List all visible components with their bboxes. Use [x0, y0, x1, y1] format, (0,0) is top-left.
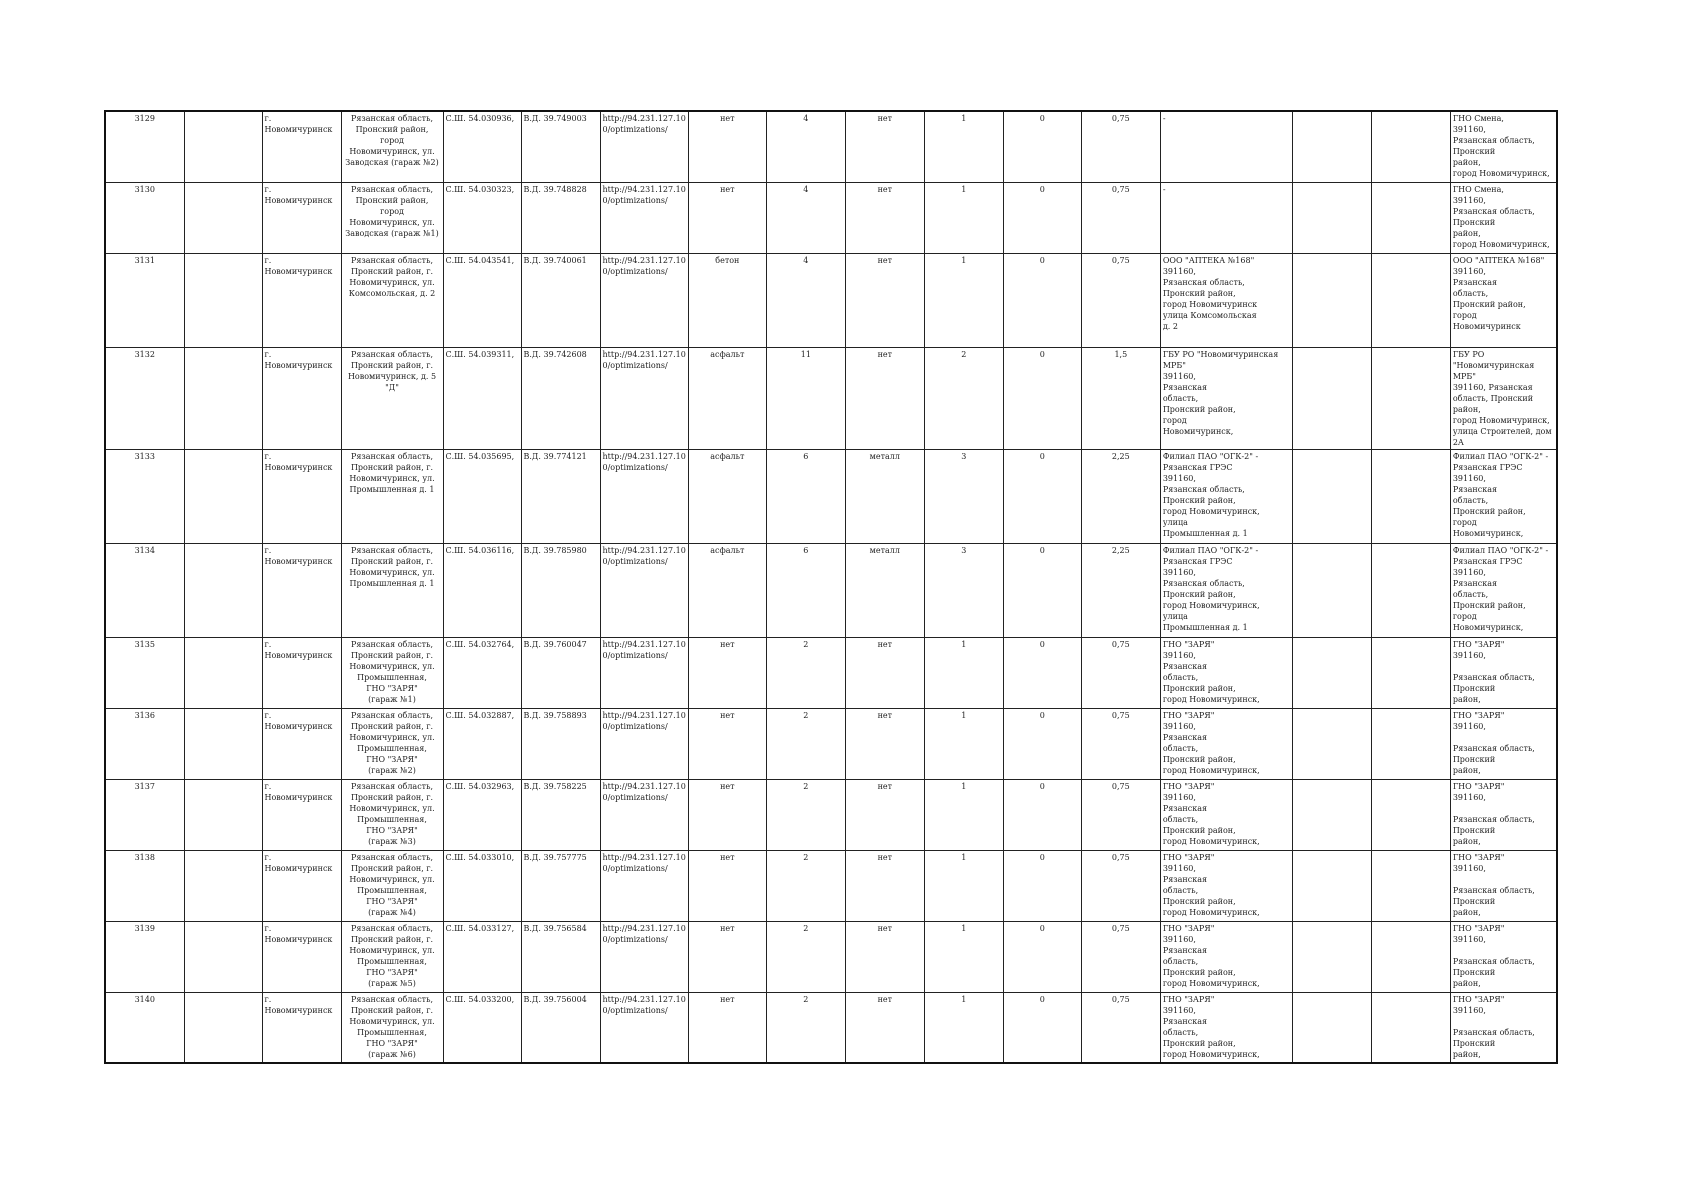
fence-cell: нет — [845, 111, 924, 182]
address-cell: Рязанская область, Пронский район, город Новомичуринск, ул. Заводская (гараж №1) — [341, 182, 443, 253]
latitude-cell: С.Ш. 54.030323, — [443, 182, 521, 253]
row-number-cell: 3136 — [105, 708, 184, 779]
longitude-cell: В.Д. 39.758893 — [521, 708, 600, 779]
empty-cell — [1292, 921, 1371, 992]
volume-cell: 0,75 — [1081, 850, 1160, 921]
area-cell: 6 — [766, 449, 845, 543]
planned-containers-cell: 0 — [1003, 449, 1081, 543]
longitude-cell: В.Д. 39.758225 — [521, 779, 600, 850]
surface-cell: асфальт — [688, 347, 766, 449]
longitude-cell: В.Д. 39.756004 — [521, 992, 600, 1063]
empty-cell — [1292, 637, 1371, 708]
latitude-cell: С.Ш. 54.039311, — [443, 347, 521, 449]
owner-cell: ГНО "ЗАРЯ" 391160, Рязанская область, Пронский район, — [1450, 992, 1557, 1063]
area-cell: 4 — [766, 182, 845, 253]
url-cell: http://94.231.127.10 0/optimizations/ — [600, 543, 688, 637]
empty-cell — [184, 449, 262, 543]
empty-cell — [184, 182, 262, 253]
url-cell: http://94.231.127.10 0/optimizations/ — [600, 708, 688, 779]
address-cell: Рязанская область, Пронский район, г. Новомичуринск, ул. Промышленная, ГНО "ЗАРЯ" (гараж №1) — [341, 637, 443, 708]
table-row — [105, 347, 1557, 449]
operator-cell: ООО "АПТЕКА №168" 391160, Рязанская область, Пронский район, город Новомичуринск улица Комсомольская д. 2 — [1160, 253, 1292, 347]
address-cell: Рязанская область, Пронский район, г. Новомичуринск, ул. Промышленная д. 1 — [341, 543, 443, 637]
area-cell: 2 — [766, 850, 845, 921]
containers-count-cell: 1 — [924, 637, 1003, 708]
surface-cell: асфальт — [688, 543, 766, 637]
empty-cell — [1371, 637, 1450, 708]
surface-cell: нет — [688, 182, 766, 253]
owner-cell: ГБУ РО "Новомичуринская МРБ" 391160, Рязанская область, Пронский район, город Новомичуринск, улица Строителей, дом 2А — [1450, 347, 1557, 449]
empty-cell — [184, 850, 262, 921]
row-number-cell: 3130 — [105, 182, 184, 253]
planned-containers-cell: 0 — [1003, 182, 1081, 253]
table-row — [105, 850, 1557, 921]
address-cell: Рязанская область, Пронский район, г. Новомичуринск, ул. Комсомольская, д. 2 — [341, 253, 443, 347]
url-cell: http://94.231.127.10 0/optimizations/ — [600, 850, 688, 921]
longitude-cell: В.Д. 39.760047 — [521, 637, 600, 708]
surface-cell: нет — [688, 708, 766, 779]
containers-count-cell: 2 — [924, 347, 1003, 449]
longitude-cell: В.Д. 39.757775 — [521, 850, 600, 921]
owner-cell: ГНО Смена, 391160, Рязанская область, Пронский район, город Новомичуринск, — [1450, 111, 1557, 182]
longitude-cell: В.Д. 39.740061 — [521, 253, 600, 347]
row-number-cell: 3135 — [105, 637, 184, 708]
empty-cell — [184, 347, 262, 449]
empty-cell — [184, 992, 262, 1063]
owner-cell: Филиал ПАО "ОГК-2" - Рязанская ГРЭС 391160, Рязанская область, Пронский район, город Новомичуринск, — [1450, 543, 1557, 637]
url-cell: http://94.231.127.10 0/optimizations/ — [600, 449, 688, 543]
owner-cell: ГНО "ЗАРЯ" 391160, Рязанская область, Пронский район, — [1450, 779, 1557, 850]
table-row — [105, 921, 1557, 992]
empty-cell — [1371, 543, 1450, 637]
empty-cell — [1371, 253, 1450, 347]
longitude-cell: В.Д. 39.785980 — [521, 543, 600, 637]
fence-cell: нет — [845, 253, 924, 347]
planned-containers-cell: 0 — [1003, 253, 1081, 347]
surface-cell: асфальт — [688, 449, 766, 543]
area-cell: 4 — [766, 253, 845, 347]
surface-cell: нет — [688, 111, 766, 182]
fence-cell: нет — [845, 347, 924, 449]
fence-cell: нет — [845, 992, 924, 1063]
registry-table — [104, 110, 1558, 1064]
settlement-cell: г. Новомичуринск — [262, 347, 341, 449]
area-cell: 2 — [766, 708, 845, 779]
containers-count-cell: 3 — [924, 543, 1003, 637]
address-cell: Рязанская область, Пронский район, г. Новомичуринск, ул. Промышленная, ГНО "ЗАРЯ" (гараж №4) — [341, 850, 443, 921]
operator-cell: Филиал ПАО "ОГК-2" - Рязанская ГРЭС 391160, Рязанская область, Пронский район, город Новомичуринск, улица Промышленная д. 1 — [1160, 449, 1292, 543]
empty-cell — [1292, 182, 1371, 253]
fence-cell: нет — [845, 637, 924, 708]
planned-containers-cell: 0 — [1003, 543, 1081, 637]
planned-containers-cell: 0 — [1003, 637, 1081, 708]
operator-cell: ГНО "ЗАРЯ" 391160, Рязанская область, Пронский район, город Новомичуринск, — [1160, 779, 1292, 850]
row-number-cell: 3133 — [105, 449, 184, 543]
surface-cell: нет — [688, 992, 766, 1063]
empty-cell — [1292, 111, 1371, 182]
url-cell: http://94.231.127.10 0/optimizations/ — [600, 111, 688, 182]
latitude-cell: С.Ш. 54.035695, — [443, 449, 521, 543]
address-cell: Рязанская область, Пронский район, г. Новомичуринск, ул. Промышленная, ГНО "ЗАРЯ" (гараж №3) — [341, 779, 443, 850]
table-row — [105, 779, 1557, 850]
settlement-cell: г. Новомичуринск — [262, 182, 341, 253]
row-number-cell: 3137 — [105, 779, 184, 850]
url-cell: http://94.231.127.10 0/optimizations/ — [600, 779, 688, 850]
table-row — [105, 449, 1557, 543]
empty-cell — [1371, 992, 1450, 1063]
empty-cell — [1371, 182, 1450, 253]
latitude-cell: С.Ш. 54.030936, — [443, 111, 521, 182]
volume-cell: 2,25 — [1081, 449, 1160, 543]
fence-cell: нет — [845, 921, 924, 992]
surface-cell: нет — [688, 779, 766, 850]
empty-cell — [1371, 347, 1450, 449]
containers-count-cell: 3 — [924, 449, 1003, 543]
volume-cell: 0,75 — [1081, 708, 1160, 779]
empty-cell — [184, 543, 262, 637]
latitude-cell: С.Ш. 54.032764, — [443, 637, 521, 708]
url-cell: http://94.231.127.10 0/optimizations/ — [600, 253, 688, 347]
volume-cell: 0,75 — [1081, 779, 1160, 850]
operator-cell: ГНО "ЗАРЯ" 391160, Рязанская область, Пронский район, город Новомичуринск, — [1160, 850, 1292, 921]
row-number-cell: 3139 — [105, 921, 184, 992]
fence-cell: металл — [845, 543, 924, 637]
planned-containers-cell: 0 — [1003, 992, 1081, 1063]
longitude-cell: В.Д. 39.774121 — [521, 449, 600, 543]
empty-cell — [184, 779, 262, 850]
area-cell: 2 — [766, 992, 845, 1063]
containers-count-cell: 1 — [924, 111, 1003, 182]
latitude-cell: С.Ш. 54.036116, — [443, 543, 521, 637]
planned-containers-cell: 0 — [1003, 111, 1081, 182]
table-row — [105, 637, 1557, 708]
table-row — [105, 708, 1557, 779]
area-cell: 2 — [766, 921, 845, 992]
surface-cell: нет — [688, 637, 766, 708]
area-cell: 6 — [766, 543, 845, 637]
planned-containers-cell: 0 — [1003, 850, 1081, 921]
latitude-cell: С.Ш. 54.033200, — [443, 992, 521, 1063]
containers-count-cell: 1 — [924, 921, 1003, 992]
planned-containers-cell: 0 — [1003, 347, 1081, 449]
row-number-cell: 3134 — [105, 543, 184, 637]
address-cell: Рязанская область, Пронский район, г. Новомичуринск, ул. Промышленная, ГНО "ЗАРЯ" (гараж №2) — [341, 708, 443, 779]
fence-cell: нет — [845, 708, 924, 779]
row-number-cell: 3129 — [105, 111, 184, 182]
volume-cell: 1,5 — [1081, 347, 1160, 449]
empty-cell — [1371, 779, 1450, 850]
containers-count-cell: 1 — [924, 708, 1003, 779]
fence-cell: нет — [845, 182, 924, 253]
latitude-cell: С.Ш. 54.033127, — [443, 921, 521, 992]
table-row — [105, 182, 1557, 253]
operator-cell: ГБУ РО "Новомичуринская МРБ" 391160, Рязанская область, Пронский район, город Новомичуринск, — [1160, 347, 1292, 449]
empty-cell — [1292, 253, 1371, 347]
containers-count-cell: 1 — [924, 992, 1003, 1063]
empty-cell — [1371, 449, 1450, 543]
url-cell: http://94.231.127.10 0/optimizations/ — [600, 921, 688, 992]
area-cell: 11 — [766, 347, 845, 449]
operator-cell: ГНО "ЗАРЯ" 391160, Рязанская область, Пронский район, город Новомичуринск, — [1160, 637, 1292, 708]
settlement-cell: г. Новомичуринск — [262, 850, 341, 921]
table-row — [105, 111, 1557, 182]
empty-cell — [1371, 850, 1450, 921]
settlement-cell: г. Новомичуринск — [262, 543, 341, 637]
volume-cell: 2,25 — [1081, 543, 1160, 637]
surface-cell: бетон — [688, 253, 766, 347]
settlement-cell: г. Новомичуринск — [262, 449, 341, 543]
longitude-cell: В.Д. 39.756584 — [521, 921, 600, 992]
area-cell: 2 — [766, 779, 845, 850]
empty-cell — [1292, 543, 1371, 637]
empty-cell — [184, 253, 262, 347]
fence-cell: нет — [845, 850, 924, 921]
settlement-cell: г. Новомичуринск — [262, 253, 341, 347]
owner-cell: ГНО "ЗАРЯ" 391160, Рязанская область, Пронский район, — [1450, 708, 1557, 779]
latitude-cell: С.Ш. 54.043541, — [443, 253, 521, 347]
empty-cell — [1292, 850, 1371, 921]
volume-cell: 0,75 — [1081, 921, 1160, 992]
operator-cell: ГНО "ЗАРЯ" 391160, Рязанская область, Пронский район, город Новомичуринск, — [1160, 921, 1292, 992]
empty-cell — [184, 111, 262, 182]
volume-cell: 0,75 — [1081, 637, 1160, 708]
url-cell: http://94.231.127.10 0/optimizations/ — [600, 637, 688, 708]
planned-containers-cell: 0 — [1003, 708, 1081, 779]
planned-containers-cell: 0 — [1003, 921, 1081, 992]
owner-cell: Филиал ПАО "ОГК-2" - Рязанская ГРЭС 391160, Рязанская область, Пронский район, город Новомичуринск, — [1450, 449, 1557, 543]
empty-cell — [1371, 708, 1450, 779]
containers-count-cell: 1 — [924, 253, 1003, 347]
empty-cell — [1292, 449, 1371, 543]
settlement-cell: г. Новомичуринск — [262, 921, 341, 992]
address-cell: Рязанская область, Пронский район, г. Новомичуринск, ул. Промышленная, ГНО "ЗАРЯ" (гараж №5) — [341, 921, 443, 992]
table-row — [105, 543, 1557, 637]
empty-cell — [1292, 992, 1371, 1063]
empty-cell — [1292, 779, 1371, 850]
latitude-cell: С.Ш. 54.032887, — [443, 708, 521, 779]
settlement-cell: г. Новомичуринск — [262, 111, 341, 182]
containers-count-cell: 1 — [924, 850, 1003, 921]
settlement-cell: г. Новомичуринск — [262, 779, 341, 850]
empty-cell — [184, 921, 262, 992]
operator-cell: ГНО "ЗАРЯ" 391160, Рязанская область, Пронский район, город Новомичуринск, — [1160, 992, 1292, 1063]
operator-cell: - — [1160, 182, 1292, 253]
url-cell: http://94.231.127.10 0/optimizations/ — [600, 992, 688, 1063]
empty-cell — [184, 708, 262, 779]
address-cell: Рязанская область, Пронский район, г. Новомичуринск, ул. Промышленная, ГНО "ЗАРЯ" (гараж №6) — [341, 992, 443, 1063]
settlement-cell: г. Новомичуринск — [262, 637, 341, 708]
operator-cell: ГНО "ЗАРЯ" 391160, Рязанская область, Пронский район, город Новомичуринск, — [1160, 708, 1292, 779]
empty-cell — [1292, 347, 1371, 449]
row-number-cell: 3132 — [105, 347, 184, 449]
address-cell: Рязанская область, Пронский район, г. Новомичуринск, ул. Промышленная д. 1 — [341, 449, 443, 543]
owner-cell: ГНО "ЗАРЯ" 391160, Рязанская область, Пронский район, — [1450, 850, 1557, 921]
settlement-cell: г. Новомичуринск — [262, 992, 341, 1063]
area-cell: 4 — [766, 111, 845, 182]
owner-cell: ООО "АПТЕКА №168" 391160, Рязанская область, Пронский район, город Новомичуринск — [1450, 253, 1557, 347]
owner-cell: ГНО Смена, 391160, Рязанская область, Пронский район, город Новомичуринск, — [1450, 182, 1557, 253]
address-cell: Рязанская область, Пронский район, г. Новомичуринск, д. 5 "Д" — [341, 347, 443, 449]
surface-cell: нет — [688, 921, 766, 992]
row-number-cell: 3131 — [105, 253, 184, 347]
fence-cell: нет — [845, 779, 924, 850]
empty-cell — [1371, 111, 1450, 182]
containers-count-cell: 1 — [924, 779, 1003, 850]
empty-cell — [184, 637, 262, 708]
operator-cell: Филиал ПАО "ОГК-2" - Рязанская ГРЭС 391160, Рязанская область, Пронский район, город Новомичуринск, улица Промышленная д. 1 — [1160, 543, 1292, 637]
url-cell: http://94.231.127.10 0/optimizations/ — [600, 347, 688, 449]
latitude-cell: С.Ш. 54.032963, — [443, 779, 521, 850]
table-row — [105, 253, 1557, 347]
empty-cell — [1371, 921, 1450, 992]
operator-cell: - — [1160, 111, 1292, 182]
volume-cell: 0,75 — [1081, 253, 1160, 347]
owner-cell: ГНО "ЗАРЯ" 391160, Рязанская область, Пронский район, — [1450, 921, 1557, 992]
surface-cell: нет — [688, 850, 766, 921]
longitude-cell: В.Д. 39.749003 — [521, 111, 600, 182]
latitude-cell: С.Ш. 54.033010, — [443, 850, 521, 921]
volume-cell: 0,75 — [1081, 182, 1160, 253]
row-number-cell: 3140 — [105, 992, 184, 1063]
volume-cell: 0,75 — [1081, 111, 1160, 182]
planned-containers-cell: 0 — [1003, 779, 1081, 850]
containers-count-cell: 1 — [924, 182, 1003, 253]
volume-cell: 0,75 — [1081, 992, 1160, 1063]
area-cell: 2 — [766, 637, 845, 708]
settlement-cell: г. Новомичуринск — [262, 708, 341, 779]
longitude-cell: В.Д. 39.742608 — [521, 347, 600, 449]
table-row — [105, 992, 1557, 1063]
url-cell: http://94.231.127.10 0/optimizations/ — [600, 182, 688, 253]
address-cell: Рязанская область, Пронский район, город Новомичуринск, ул. Заводская (гараж №2) — [341, 111, 443, 182]
empty-cell — [1292, 708, 1371, 779]
fence-cell: металл — [845, 449, 924, 543]
owner-cell: ГНО "ЗАРЯ" 391160, Рязанская область, Пронский район, — [1450, 637, 1557, 708]
row-number-cell: 3138 — [105, 850, 184, 921]
longitude-cell: В.Д. 39.748828 — [521, 182, 600, 253]
